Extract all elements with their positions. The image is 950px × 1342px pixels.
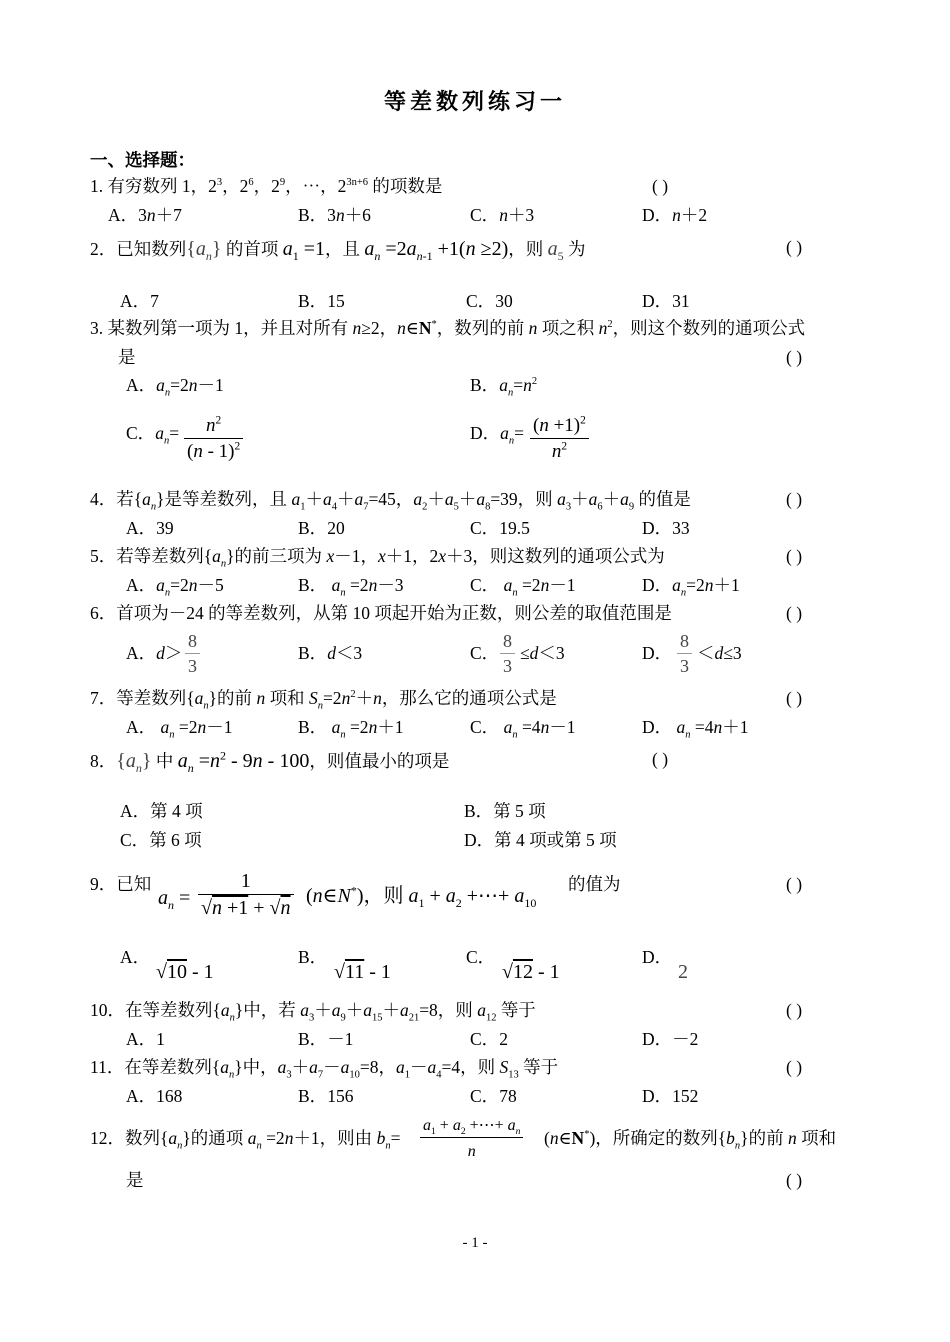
option-a: A．3n＋7 [108, 205, 182, 225]
option-c: C．第 6 项 [120, 830, 202, 850]
option-d: D．$a_n=$ [470, 423, 525, 447]
fraction: $\frac{8}{3}$ [677, 632, 692, 675]
option-c: C． [470, 643, 500, 663]
answer-paren: ( ) [786, 1170, 803, 1190]
option-a: A．$a_n=2n-1$ [126, 375, 224, 399]
option-d: D．－2 [642, 1029, 699, 1049]
option-b: B．20 [298, 518, 345, 538]
question-8: 8．$\{a_n\}$ 中 $a_n =n^2 - 9n - 100$，则值最小的项是 [90, 748, 450, 775]
question-7: 7．等差数列$\{a_n\}$的前 n 项和 $S_n=2n^2+n$，那么它的通项公式是 [90, 688, 557, 712]
question-12-end: 是 [126, 1170, 144, 1190]
question-9: 9．已知 [90, 874, 152, 894]
question-3: 3. 某数列第一项为 1，并且对所有 n≥2，n∈N*，数列的前 n 项之积 $n^2$，则这个数列的通项公式 [90, 318, 806, 338]
option-a: A．168 [126, 1086, 183, 1106]
option-c-value: √12 - 1 [502, 961, 560, 983]
option-d: D． [642, 643, 673, 663]
option-c: C． $a_n =2n-1$ [470, 575, 576, 599]
option-c-cont: ≤d＜3 [520, 643, 565, 663]
option-a: A．7 [120, 291, 159, 311]
option-b: B． $a_n =2n+1$ [298, 717, 404, 741]
fraction: $\frac{(n +1)^2}{n^2}$ [530, 416, 589, 461]
math-lhs: $a_n$ = [158, 887, 191, 912]
option-b: B．$a_n=n^2$ [470, 375, 538, 399]
question-2: 2．已知数列$\{a_n\}$ 的首项 $a_1 =1$，且 $a_n =2a_{n-1} +1(n \ge 2)$，则 $a_5$ 为 [90, 238, 586, 263]
answer-paren: ( ) [786, 237, 803, 257]
option-a: A． [120, 947, 151, 967]
fraction: $\frac{8}{3}$ [500, 632, 515, 675]
option-b: B．3n＋6 [298, 205, 371, 225]
fraction: $\frac{8}{3}$ [185, 632, 200, 675]
option-d-cont: ＜d≤3 [697, 643, 742, 663]
question-1: 1. 有穷数列 1，$2^3$，$2^6$，$2^9$，⋯，$2^{3n+6}$ 的项数是 [90, 176, 443, 196]
question-9-cont: 的值为 [568, 874, 621, 894]
option-c: C． $a_n =4n-1$ [470, 717, 576, 741]
option-c: C．78 [470, 1086, 517, 1106]
answer-paren: ( ) [786, 347, 803, 367]
page-title: 等差数列练习一 [383, 89, 566, 114]
question-3-cont: 是 [118, 347, 136, 367]
answer-paren: ( ) [786, 1000, 803, 1020]
option-a: A．1 [126, 1029, 165, 1049]
option-c: C．30 [466, 291, 513, 311]
option-c: C．19.5 [470, 518, 530, 538]
option-d: D．152 [642, 1086, 699, 1106]
page-number: - 1 - [462, 1235, 488, 1251]
option-d: D．第 4 项或第 5 项 [464, 830, 617, 850]
option-b: B．d＜3 [298, 643, 363, 663]
answer-paren: ( ) [786, 489, 803, 509]
option-b: B． [298, 947, 328, 967]
answer-paren: ( ) [786, 874, 803, 894]
question-4: 4．若$\{a_n\}$是等差数列，且 $a_1+a_4+a_7=45$，$a_2+a_5+a_8=39$，则 $a_3+a_6+a_9$ 的值是 [90, 489, 691, 513]
answer-paren: ( ) [786, 603, 803, 623]
question-12-cont: (n∈N*)，所确定的数列$\{b_n\}$的前 n 项和 [544, 1128, 837, 1152]
option-c: C．2 [470, 1029, 508, 1049]
fraction: $\frac{a_1 + a_2 +\cdots+ a_n}{n}$ [420, 1118, 523, 1160]
answer-paren: ( ) [652, 749, 669, 769]
option-a: A．39 [126, 518, 174, 538]
option-c: C．n＋3 [470, 205, 535, 225]
option-c: C．$a_n=$ [126, 423, 180, 447]
section-heading: 一、选择题： [90, 150, 195, 170]
fraction: $\frac{n^2}{(n - 1)^2}$ [184, 416, 243, 461]
question-11: 11．在等差数列$\{a_n\}$中，$a_3+a_7-a_{10}=8$，$a_1-a_4=4$，则 $S_{13}$ 等于 [90, 1057, 559, 1081]
option-b: B．第 5 项 [464, 801, 546, 821]
option-d-value: 2 [678, 961, 688, 983]
question-6: 6．首项为－24 的等差数列，从第 10 项起开始为正数，则公差的取值范围是 [90, 603, 672, 623]
option-d: D．33 [642, 518, 690, 538]
answer-paren: ( ) [652, 176, 669, 196]
option-b: B． $a_n =2n-3$ [298, 575, 404, 599]
answer-paren: ( ) [786, 688, 803, 708]
option-c: C． [466, 947, 496, 967]
option-a: A．$a_n=2n-5$ [126, 575, 224, 599]
option-d: D．$a_n=2n+1$ [642, 575, 740, 599]
option-d: D． $a_n =4n+1$ [642, 717, 749, 741]
answer-paren: ( ) [786, 546, 803, 566]
option-d: D．31 [642, 291, 690, 311]
option-b-value: √11 - 1 [334, 961, 391, 983]
option-a: A．d＞ [126, 643, 183, 663]
option-a-value: √10 - 1 [156, 961, 214, 983]
question-5: 5．若等差数列$\{a_n\}$的前三项为 x－1，x＋1，2x＋3，则这数列的通项公式为 [90, 546, 665, 570]
option-d: D．n＋2 [642, 205, 708, 225]
answer-paren: ( ) [786, 1057, 803, 1077]
option-a: A．第 4 项 [120, 801, 203, 821]
option-b: B．15 [298, 291, 345, 311]
option-b: B．－1 [298, 1029, 354, 1049]
option-d: D． [642, 947, 673, 967]
question-12: 12．数列$\{a_n\}$的通项 $a_n =2n+1$，则由 $b_n=$ [90, 1128, 401, 1152]
math-condition: (n∈N*)，则 $a_1 + a_2$ +⋯+ $a_{10}$ [306, 883, 537, 910]
fraction: $\frac{1}{√n +1 + √n}$ [198, 871, 294, 918]
question-10: 10．在等差数列$\{a_n\}$中，若 $a_3+a_9+a_{15}+a_{21}=8$，则 $a_{12}$ 等于 [90, 1000, 536, 1024]
option-b: B．156 [298, 1086, 354, 1106]
option-a: A． $a_n =2n-1$ [126, 717, 233, 741]
